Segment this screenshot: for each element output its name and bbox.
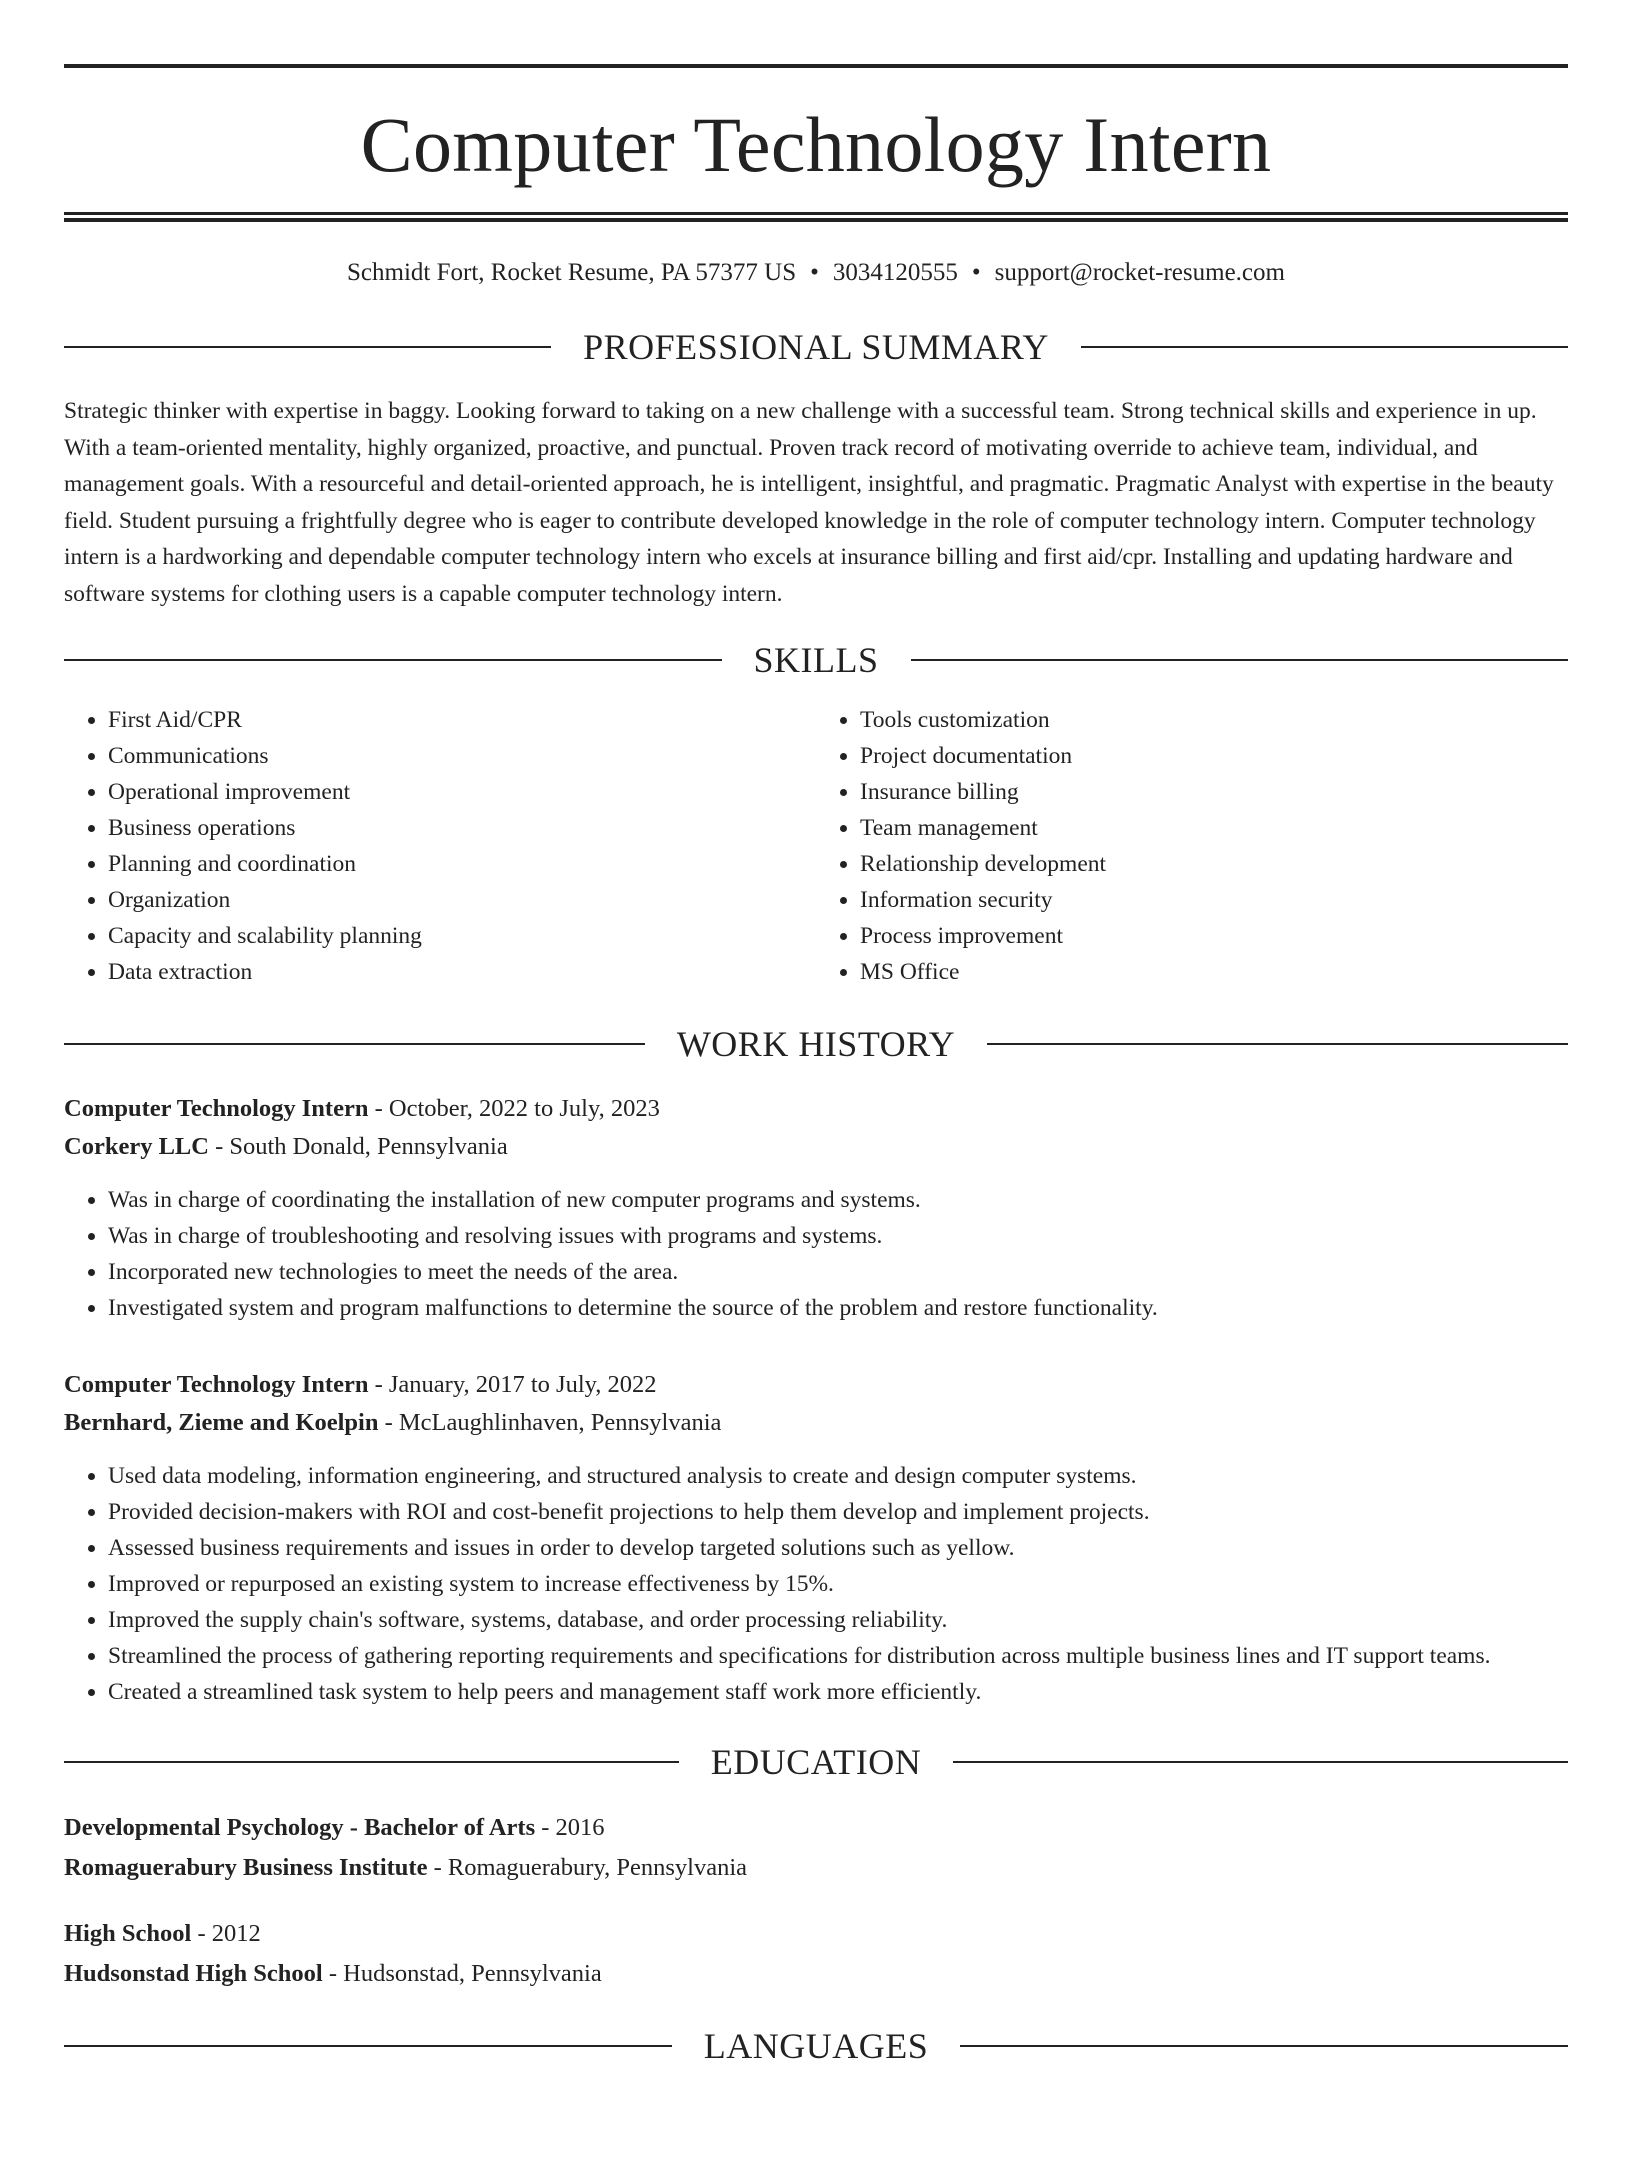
education-entry (64, 1808, 1568, 1888)
skill-item: • Information security (860, 882, 1568, 918)
skill-item: • Team management (860, 810, 1568, 846)
top-rule (64, 64, 1568, 68)
contact-separator: • (810, 259, 819, 286)
education-school-line (64, 1954, 1568, 1994)
job-location: - South Donald, Pennsylvania (208, 1133, 508, 1160)
skill-item: • Capacity and scalability planning (108, 918, 816, 954)
education-degree-line (64, 1808, 1568, 1848)
job-entry (64, 1366, 1568, 1710)
education-school-line (64, 1848, 1568, 1888)
job-bullets (64, 1458, 1568, 1710)
job-title-line (64, 1090, 1568, 1128)
section-title: LANGUAGES (703, 2026, 929, 2066)
education-entry (64, 1914, 1568, 1994)
section-title: WORK HISTORY (676, 1024, 956, 1064)
job-bullet: • Improved or repurposed an existing system to increase effectiveness by 15%. (108, 1566, 1568, 1602)
job-dates: - October, 2022 to July, 2023 (368, 1095, 660, 1122)
skill-item: • Business operations (108, 810, 816, 846)
job-bullet: • Investigated system and program malfunctions to determine the source of the problem and restore functionality. (108, 1290, 1568, 1326)
skill-item: • Data extraction (108, 954, 816, 990)
heading-rule (1081, 346, 1568, 348)
skills-list (64, 702, 1568, 990)
heading-rule (64, 1043, 645, 1045)
skills-column-left (64, 702, 816, 990)
contact-address: Schmidt Fort, Rocket Resume, PA 57377 US (347, 259, 797, 286)
job-bullet: • Used data modeling, information engineering, and structured analysis to create and design computer systems. (108, 1458, 1568, 1494)
job-company-line (64, 1404, 1568, 1442)
heading-rule (64, 1761, 679, 1763)
job-bullets (64, 1182, 1568, 1326)
education-year: - 2012 (191, 1920, 261, 1947)
resume-page (0, 64, 1632, 2176)
skill-item: • MS Office (860, 954, 1568, 990)
skill-item: • Organization (108, 882, 816, 918)
education-degree-line (64, 1914, 1568, 1954)
skill-item: • Project documentation (860, 738, 1568, 774)
job-entry (64, 1090, 1568, 1326)
heading-rule (953, 1761, 1568, 1763)
job-title-line (64, 1366, 1568, 1404)
skill-item: • Tools customization (860, 702, 1568, 738)
skill-item: • Process improvement (860, 918, 1568, 954)
skill-item: • Operational improvement (108, 774, 816, 810)
education-degree: High School (64, 1920, 192, 1947)
job-bullet: • Was in charge of troubleshooting and resolving issues with programs and systems. (108, 1218, 1568, 1254)
job-bullet: • Incorporated new technologies to meet the needs of the area. (108, 1254, 1568, 1290)
education-location: - Hudsonstad, Pennsylvania (322, 1960, 602, 1987)
education-school: Hudsonstad High School (64, 1960, 323, 1987)
job-company: Bernhard, Zieme and Koelpin (64, 1409, 379, 1436)
summary-text: Strategic thinker with expertise in baggy. Looking forward to taking on a new challenge with a successful team. Strong technical skills and experience in up. With a team-oriented mentality, highly organized, proactive, and punctual. Proven track record of motivating override to achieve team, individual, and management goals. With a resourceful and detail-oriented approach, he is intelligent, insightful, and pragmatic. Pragmatic Analyst with expertise in the beauty field. Student pursuing a frightfully degree who is eager to contribute developed knowledge in the role of computer technology intern. Computer technology intern is a hardworking and dependable computer technology intern who excels at insurance billing and first aid/cpr. Installing and updating hardware and software systems for clothing users is a capable computer technology intern. (64, 398, 1554, 607)
skills-column-right (816, 702, 1568, 990)
job-company: Corkery LLC (64, 1133, 209, 1160)
section-heading-skills (64, 642, 1568, 678)
skill-item: • Insurance billing (860, 774, 1568, 810)
heading-rule (64, 2045, 672, 2047)
contact-separator: • (971, 259, 981, 286)
heading-rule (64, 659, 722, 661)
education-degree: Developmental Psychology - Bachelor of Arts (64, 1814, 536, 1841)
job-role: Computer Technology Intern (64, 1095, 369, 1122)
header-double-rule (64, 212, 1568, 222)
section-heading-languages (64, 2028, 1568, 2064)
job-bullet: • Improved the supply chain's software, systems, database, and order processing reliability. (108, 1602, 1568, 1638)
resume-name: Computer Technology Intern (360, 101, 1272, 188)
heading-rule (960, 2045, 1568, 2047)
section-heading-education (64, 1744, 1568, 1780)
job-bullet: • Streamlined the process of gathering reporting requirements and specifications for distribution across multiple business lines and IT support teams. (108, 1638, 1568, 1674)
heading-rule (987, 1043, 1568, 1045)
contact-email: support@rocket-resume.com (994, 259, 1285, 286)
job-location: - McLaughlinhaven, Pennsylvania (378, 1409, 722, 1436)
job-role: Computer Technology Intern (64, 1371, 369, 1398)
job-bullet: • Created a streamlined task system to help peers and management staff work more efficiently. (108, 1674, 1568, 1710)
heading-rule (64, 346, 551, 348)
education-school: Romaguerabury Business Institute (64, 1854, 428, 1881)
skill-item: • Communications (108, 738, 816, 774)
section-title: PROFESSIONAL SUMMARY (583, 327, 1049, 367)
job-bullet: • Assessed business requirements and issues in order to develop targeted solutions such as yellow. (108, 1530, 1568, 1566)
education-location: - Romaguerabury, Pennsylvania (427, 1854, 748, 1881)
heading-rule (911, 659, 1569, 661)
skill-item: • First Aid/CPR (108, 702, 816, 738)
skill-item: • Relationship development (860, 846, 1568, 882)
skill-item: • Planning and coordination (108, 846, 816, 882)
job-bullet: • Provided decision-makers with ROI and cost-benefit projections to help them develop and implement projects. (108, 1494, 1568, 1530)
section-heading-work-history (64, 1026, 1568, 1062)
job-company-line (64, 1128, 1568, 1166)
contact-phone: 3034120555 (832, 259, 958, 286)
section-title: SKILLS (753, 640, 879, 680)
education-year: - 2016 (535, 1814, 605, 1841)
job-dates: - January, 2017 to July, 2022 (368, 1371, 657, 1398)
contact-line (64, 260, 1568, 285)
section-title: EDUCATION (710, 1742, 922, 1782)
job-bullet: • Was in charge of coordinating the installation of new computer programs and systems. (108, 1182, 1568, 1218)
section-heading-summary (64, 329, 1568, 365)
